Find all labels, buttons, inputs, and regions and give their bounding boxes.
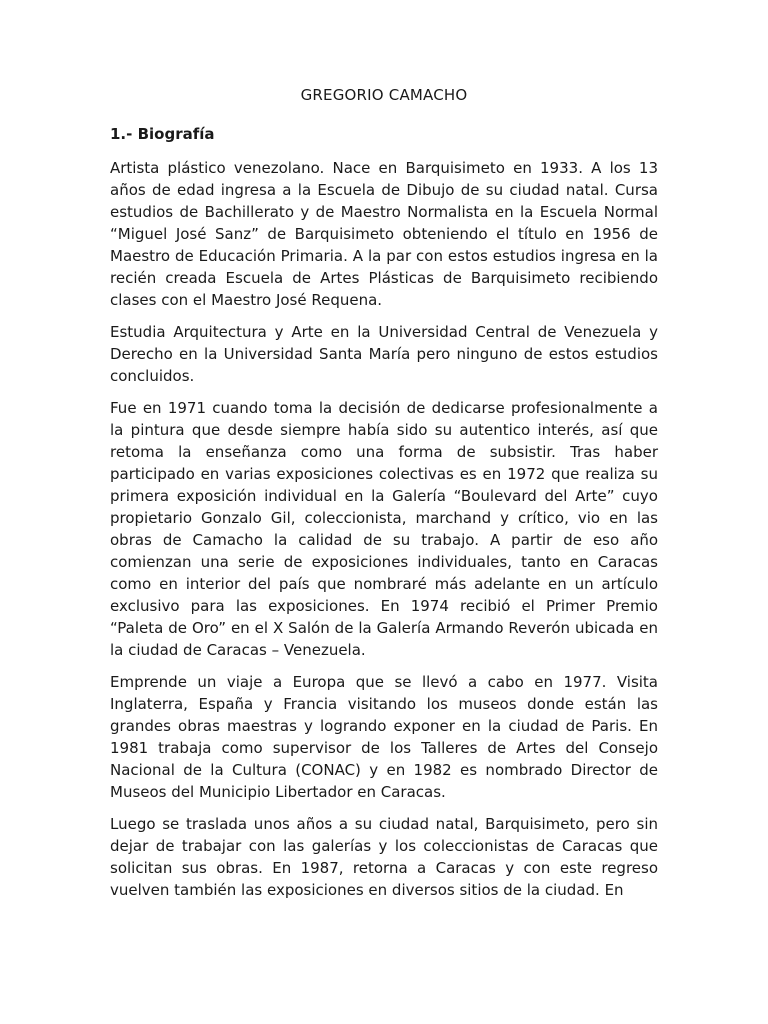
document-title: GREGORIO CAMACHO — [300, 86, 468, 104]
paragraph: Artista plástico venezolano. Nace en Barquisimeto en 1933. A los 13 años de edad ingresa a la Escuela de Dibujo de su ciudad natal. Cursa estudios de Bachillerato y de Maestro Normalista en la Escuela Normal “Miguel José Sanz” de Barquisimeto obteniendo el título en 1956 de Maestro de Educación Primaria. A la par con estos estudios ingresa en la recién creada Escuela de Artes Plásticas de Barquisimeto recibiendo clases con el Maestro José Requena. — [110, 159, 658, 309]
document-page — [110, 84, 658, 911]
section-heading-text: Biografía — [137, 125, 215, 143]
paragraph: Emprende un viaje a Europa que se llevó a cabo en 1977. Visita Inglaterra, España y Francia visitando los museos donde están las grandes obras maestras y logrando exponer en la ciudad de Paris. En 1981 trabaja como supervisor de los Talleres de Artes del Consejo Nacional de la Cultura (CONAC) y en 1982 es nombrado Director de Museos del Municipio Libertador en Caracas. — [110, 673, 658, 801]
paragraph: Estudia Arquitectura y Arte en la Universidad Central de Venezuela y Derecho en la Universidad Santa María pero ninguno de estos estudios concluidos. — [110, 323, 658, 385]
paragraph: Luego se traslada unos años a su ciudad natal, Barquisimeto, pero sin dejar de trabajar con las galerías y los coleccionistas de Caracas que solicitan sus obras. En 1987, retorna a Caracas y con este regreso vuelven también las exposiciones en diversos sitios de la ciudad. En — [110, 815, 658, 899]
section-number: 1.- — [110, 125, 138, 143]
paragraph: Fue en 1971 cuando toma la decisión de dedicarse profesionalmente a la pintura que desde siempre había sido su autentico interés, así que retoma la enseñanza como una forma de subsistir. Tras haber participado en varias exposiciones colectivas es en 1972 que realiza su primera exposición individual en la Galería “Boulevard del Arte” cuyo propietario Gonzalo Gil, coleccionista, marchand y crítico, vio en las obras de Camacho la calidad de su trabajo. A partir de eso año comienzan una serie de exposiciones individuales, tanto en Caracas como en interior del país que nombraré más adelante en un artículo exclusivo para las exposiciones. En 1974 recibió el Primer Premio “Paleta de Oro” en el X Salón de la Galería Armando Reverón ubicada en la ciudad de Caracas – Venezuela. — [110, 399, 658, 659]
section-heading — [110, 123, 658, 145]
